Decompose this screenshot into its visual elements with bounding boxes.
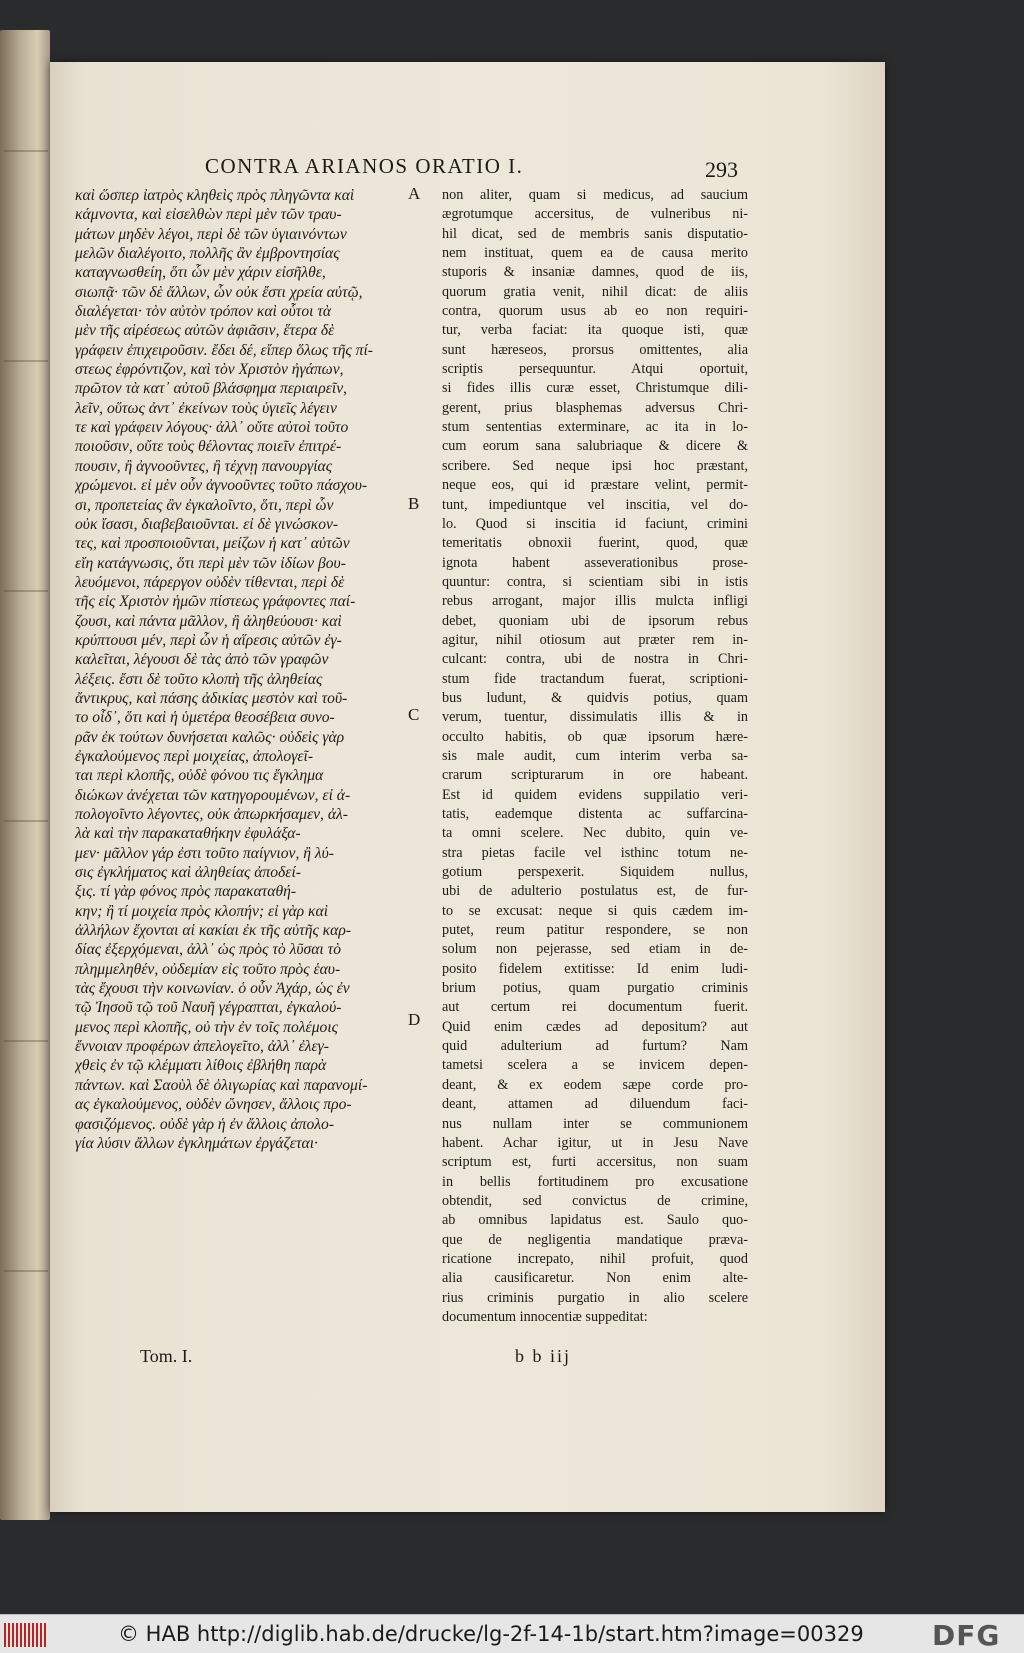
latin-text-line: cum eorum sana salubriaque & dicere &	[442, 438, 748, 455]
greek-text-line: ἄντικρυς, καὶ πάσης ἀδικίας μεστὸν καὶ τοῦ-	[75, 689, 348, 707]
barcode-icon	[4, 1623, 46, 1647]
greek-text-line: κάμνοντα, καὶ εἰσελθὼν περὶ μὲν τῶν τραυ-	[75, 206, 342, 224]
latin-text-line: in bellis fortitudinem pro excusatione	[442, 1173, 748, 1190]
greek-text-line: λεῖν, οὕτως ἀντ᾽ ἐκείνων τοὺς ὑγιεῖς λέγειν	[75, 399, 337, 417]
greek-text-line: μάτων μηδὲν λέγοι, περὶ δὲ τῶν ὑγιαινόντων	[75, 225, 347, 243]
greek-text-line: γράφειν ἐπιχειροῦσιν. ἔδει δέ, εἴπερ ὅλως τῆς πί-	[75, 341, 373, 359]
latin-text-line: agitur, nihil otiosum aut præter rem in-	[442, 631, 748, 648]
greek-text-line: μελῶν διαλέγοιτο, πολλῆς ἂν ἐμβροντησίας	[75, 245, 340, 263]
latin-text-line: Est id quidem evidens suppilatio veri-	[442, 786, 748, 803]
latin-text-line: crarum scripturarum in ore habeant.	[442, 767, 748, 784]
latin-text-line: scriptis persequuntur. Atqui oportuit,	[442, 361, 748, 378]
greek-text-line: πάντων. καὶ Σαοὺλ δὲ ὀλιγωρίας καὶ παρανομί-	[75, 1076, 368, 1094]
greek-text-line: γία λύσιν ἄλλων ἐγκλημάτων ἐργάζεται·	[75, 1134, 318, 1152]
latin-text-line: ta omni scelere. Nec dubito, quin ve-	[442, 825, 748, 842]
greek-text-column	[75, 186, 420, 1153]
greek-text-line: τὰς ἔχουσι τὴν κοινωνίαν. ὁ οὖν Ἀχάρ, ὡς ἐν	[75, 980, 350, 998]
book-page	[50, 62, 885, 1512]
latin-text-line: stum fide tractandum fuerat, scriptioni-	[442, 670, 748, 687]
greek-text-line: πλημμεληθέν, οὐδεμίαν εἰς τοῦτο πρὸς ἑαυ-	[75, 960, 341, 978]
latin-text-line: stum sententias exterminare, ac ita in lo-	[442, 419, 748, 436]
latin-text-line: deant, & ex eodem sæpe corde pro-	[442, 1076, 748, 1093]
greek-text-line: μενος περὶ κλοπῆς, οὐ τὴν ἐν τοῖς πολέμοις	[75, 1018, 338, 1036]
greek-text-line: ξις. τί γὰρ φόνος πρὸς παρακαταθή-	[75, 883, 297, 901]
latin-text-line: putet, reum patitur respondere, se non	[442, 922, 748, 939]
greek-text-line: ποιοῦσιν, οὔτε τοὺς θέλοντας ποιεῖν ἐπιτρέ-	[75, 438, 342, 456]
latin-text-line: alia causificaretur. Non enim alte-	[442, 1270, 748, 1287]
greek-text-line: χθεὶς ἐν τῷ κλέμματι λίθοις ἐβλήθη παρὰ	[75, 1057, 327, 1075]
latin-text-line: neque eos, qui id præstare velint, permit-	[442, 477, 748, 494]
latin-text-line: quorum gratia venit, nihil dicat: de aliis	[442, 283, 748, 300]
latin-text-line: verum, tuentur, dissimulatis illis & in	[442, 709, 748, 726]
latin-text-line: tametsi scelera a se invicem depen-	[442, 1057, 748, 1074]
greek-text-line: καλεῖται, λέγουσι δὲ τὰς ἀπὸ τῶν γραφῶν	[75, 651, 329, 669]
source-bar	[0, 1614, 1024, 1653]
greek-text-line: σις ἐγκλήματος καὶ ἀληθείας ἀποδεί-	[75, 864, 301, 882]
gathering-signature: b b iij	[515, 1346, 572, 1366]
latin-text-line: documentum innocentiæ suppeditat:	[442, 1308, 648, 1325]
latin-text-line: deant, attamen ad diluendum faci-	[442, 1096, 748, 1113]
latin-text-line: ubi de adulterio postulatus est, de fur-	[442, 883, 748, 900]
greek-text-line: ἔννοιαν προφέρων ἀπελογεῖτο, ἀλλ᾽ ἐλεγ-	[75, 1038, 329, 1056]
greek-text-line: ἐγκαλούμενος περὶ μοιχείας, ἀπολογεῖ-	[75, 747, 314, 765]
greek-text-line: φασιζόμενος. οὐδὲ γὰρ ἡ ἐν ἄλλοις ἀπολο-	[75, 1115, 335, 1133]
greek-text-line: ας ἐγκαλούμενος, οὐδὲν ὤνησεν, ἄλλοις προ-	[75, 1096, 352, 1114]
greek-text-line: πρῶτον τὰ κατ᾽ αὐτοῦ βλάσφημα περιαιρεῖν,	[75, 380, 348, 398]
latin-text-line: non aliter, quam si medicus, ad saucium	[442, 187, 748, 203]
greek-text-line: χρώμενοι. εἰ μὲν οὖν ἀγνοοῦντες τοῦτο πάσχου-	[75, 477, 368, 495]
latin-text-line: posito fidelem extitisse: Id enim ludi-	[442, 960, 748, 977]
volume-signature: Tom. I.	[140, 1346, 193, 1366]
greek-text-line: μὲν τῆς αἱρέσεως αὐτῶν ἀφιᾶσιν, ἕτερα δὲ	[75, 322, 335, 340]
latin-text-line: to se excusat: neque si quis cædem im-	[442, 902, 748, 919]
latin-text-line: solum non pejerasse, sed etiam in de-	[442, 941, 748, 958]
latin-text-line: nus nullam inter se communionem	[442, 1115, 748, 1132]
running-head: CONTRA ARIANOS ORATIO I.	[205, 154, 524, 178]
margin-letter-d: D	[408, 1010, 421, 1029]
latin-text-line: si fides illis curæ esset, Christumque dili-	[442, 380, 748, 397]
latin-text-line: stra pietas facile vel isthinc totum ne-	[442, 844, 748, 861]
greek-text-line: καὶ ὥσπερ ἰατρὸς κληθεὶς πρὸς πληγῶντα καὶ	[75, 187, 355, 204]
latin-text-line: habent. Achar igitur, ut in Jesu Nave	[442, 1134, 748, 1151]
greek-text-line: τε καὶ γράφειν λόγους· ἀλλ᾽ οὔτε αὐτοὶ τοῦτο	[75, 419, 349, 437]
greek-text-line: λὰ καὶ τὴν παρακαταθήκην ἐφυλάξα-	[75, 825, 301, 843]
latin-text-line: temeritatis obnoxii fuerint, quod, quæ	[442, 535, 748, 552]
latin-text-line: nem instituat, quem ea de causa merito	[442, 245, 748, 262]
greek-text-line: ἀλλήλων ἔχονται αἱ κακίαι ἐκ τῆς αὐτῆς καρ-	[75, 922, 352, 940]
greek-text-line: τες, καὶ προσποιοῦνται, μείζων ἡ κατ᾽ αὐτῶν	[75, 535, 350, 553]
greek-text-line: τῷ Ἰησοῦ τῷ τοῦ Ναυῆ γέγραπται, ἐγκαλού-	[75, 999, 342, 1017]
latin-text-line: tunt, impediuntque vel inscitia, vel do-	[442, 496, 748, 513]
greek-text-line: εἴη κατάγνωσις, ὅτι περὶ μὲν τῶν ἰδίων βου-	[75, 554, 346, 572]
latin-text-line: sis male audit, cum interim verba sa-	[442, 747, 748, 764]
latin-text-line: debet, quoniam ubi de ipsorum rebus	[442, 612, 748, 629]
greek-text-line: δίας ἐξερχόμεναι, ἀλλ᾽ ὡς πρὸς τὸ λῦσαι τὸ	[75, 941, 341, 959]
latin-text-line: quid adulterium ad furtum? Nam	[442, 1038, 748, 1055]
page-number: 293	[705, 157, 738, 182]
greek-text-line: ται περὶ κλοπῆς, οὐδὲ φόνου τις ἔγκλημα	[75, 767, 324, 785]
latin-text-line: lo. Quod si inscitia id faciunt, crimini	[442, 515, 748, 532]
latin-text-line: ignota habent asseverationibus prose-	[442, 554, 748, 571]
greek-text-line: κην; ἢ τί μοιχεία πρὸς κλοπήν; εἰ γὰρ καὶ	[75, 902, 329, 920]
latin-text-line: gerent, prius blasphemas adversus Chri-	[442, 399, 748, 416]
greek-text-line: σιωπᾷ· τῶν δὲ ἄλλων, ὧν οὐκ ἔστι χρεία αὐτῷ,	[75, 283, 363, 301]
margin-letter-c: C	[408, 705, 420, 724]
greek-text-line: ζουσι, καὶ πάντα μᾶλλον, ἢ ἀληθεύουσι· καὶ	[75, 612, 342, 630]
latin-text-line: ab omnibus lapidatus est. Saulo quo-	[442, 1212, 748, 1229]
greek-text-line: το οἶδ᾽, ὅτι καὶ ἡ ὑμετέρα θεοσέβεια συνο-	[75, 709, 335, 727]
latin-text-line: bus ludunt, & quidvis potius, quam	[442, 689, 748, 706]
latin-text-line: rebus arrogant, major illis mulcta infligi	[442, 593, 748, 610]
greek-text-line: λέξεις. ἔστι δὲ τοῦτο κλοπὴ τῆς ἀληθείας	[75, 670, 323, 688]
greek-text-line: πολογοῖντο λέγοντες, οὐκ ἀπωρκήσαμεν, ἀλ-	[75, 806, 348, 823]
latin-text-line: ægrotumque accersitus, de vulneribus ni-	[442, 206, 748, 223]
greek-text-line: τῆς εἰς Χριστὸν ἡμῶν πίστεως γράφοντες παί-	[75, 593, 356, 611]
greek-text-line: διαλέγεται· τὸν αὐτὸν τρόπον καὶ οὗτοι τὰ	[75, 303, 332, 321]
greek-text-line: σι, προπετείας ἂν ἐγκαλοῖντο, ὅτι, περὶ ὧν	[75, 496, 334, 514]
latin-text-line: brium potius, quam purgatio criminis	[442, 980, 748, 997]
latin-text-line: Quid enim cædes ad depositum? aut	[442, 1018, 748, 1035]
latin-text-line: tur, verba faciat: ita quoque isti, quæ	[442, 322, 748, 339]
latin-text-line: rius criminis purgatio in alio scelere	[442, 1289, 748, 1306]
latin-text-column	[442, 186, 748, 1327]
greek-text-line: κρύπτουσι μέν, περὶ ὧν ἡ αἵρεσις αὐτῶν ἐγ-	[75, 631, 342, 649]
greek-text-line: διώκων ἀνέχεται τῶν κατηγορουμένων, εἰ ἀ-	[75, 786, 351, 804]
latin-text-line: ricatione increpato, nihil profuit, quod	[442, 1250, 748, 1267]
greek-text-line: ρᾶν ἐκ τούτων δυνήσεται καλῶς· οὐδεὶς γὰρ	[75, 728, 345, 746]
latin-text-line: aut certum rei documentum fuerit.	[442, 999, 748, 1016]
book-edge	[0, 30, 50, 1520]
greek-text-line: οὐκ ἴσασι, διαβεβαιοῦνται. εἰ δὲ γινώσκον-	[75, 515, 339, 533]
latin-text-line: obtendit, sed convictus de crimine,	[442, 1192, 748, 1209]
greek-text-line: καταγνωσθείη, ὅτι ὧν μὲν χάριν εἰσῆλθε,	[75, 264, 326, 282]
margin-letter-a: A	[408, 184, 421, 203]
latin-text-line: scriptum est, furti accersitus, non suam	[442, 1154, 748, 1171]
greek-text-line: μεν· μᾶλλον γάρ ἐστι τοῦτο παίγνιον, ἢ λύ-	[75, 844, 334, 862]
source-link[interactable]: © HAB http://diglib.hab.de/drucke/lg-2f-14-1b/start.htm?image=00329	[118, 1622, 864, 1646]
latin-text-line: tatis, eademque distenta ac suffarcina-	[442, 806, 748, 822]
greek-text-line: στεως ἐφρόντιζον, καὶ τὸν Χριστὸν ἠγάπων,	[75, 361, 344, 379]
margin-letter-b: B	[408, 494, 420, 513]
latin-text-line: contra, quorum usus ab eo non requiri-	[442, 303, 748, 320]
dfg-logo: DFG	[932, 1619, 1001, 1652]
latin-text-line: hil dicat, sed de membris sanis disputatio-	[442, 225, 748, 242]
greek-text-line: πουσιν, ἢ ἀγνοοῦντες, ἢ τέχνῃ πανουργίας	[75, 457, 333, 475]
latin-text-line: scribere. Sed neque ipsi hoc præstant,	[442, 457, 748, 474]
latin-text-line: sunt hæreseos, prorsus omittentes, alia	[442, 341, 748, 358]
latin-text-line: gotium perspexerit. Siquidem nullus,	[442, 864, 748, 881]
latin-text-line: culcant: contra, ubi de nostra in Chri-	[442, 651, 748, 668]
latin-text-line: occulto habitis, ob quæ ipsorum hære-	[442, 728, 748, 745]
greek-text-line: λευόμενοι, πάρεργον οὐδὲν τίθενται, περὶ δὲ	[75, 573, 345, 591]
latin-text-line: stuporis & insaniæ damnes, quod de iis,	[442, 264, 748, 281]
latin-text-line: que de negligentia mandatique præva-	[442, 1231, 748, 1248]
latin-text-line: quuntur: contra, si scientiam sibi in istis	[442, 573, 748, 590]
